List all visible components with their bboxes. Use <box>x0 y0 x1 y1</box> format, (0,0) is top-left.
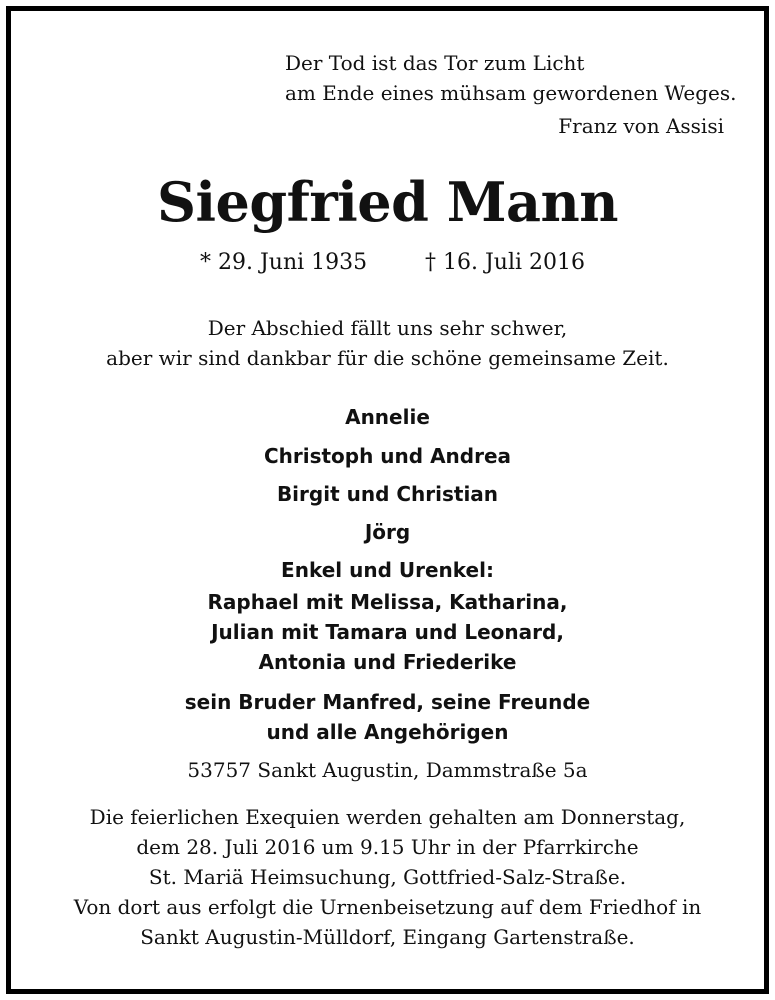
family-address: 53757 Sankt Augustin, Dammstraße 5a <box>187 758 588 782</box>
quote-line-2: am Ende eines mühsam gewordenen Weges. <box>285 81 737 105</box>
farewell-line-1: Der Abschied fällt uns sehr schwer, <box>207 316 568 340</box>
service-line-5: Sankt Augustin-Mülldorf, Eingang Gartenstraße. <box>140 925 635 949</box>
farewell-text <box>0 313 775 373</box>
mourners-list <box>0 397 775 747</box>
birth-date: * 29. Juni 1935 <box>200 250 368 275</box>
grandchildren-line-1: Raphael mit Melissa, Katharina, <box>207 590 568 614</box>
service-line-1: Die feierlichen Exequien werden gehalten am Donnerstag, <box>89 805 686 829</box>
mourner-joerg: Jörg <box>364 520 411 544</box>
service-line-2: dem 28. Juli 2016 um 9.15 Uhr in der Pfarrkirche <box>136 835 639 859</box>
quote <box>285 48 737 108</box>
farewell-line-2: aber wir sind dankbar für die schöne gemeinsame Zeit. <box>106 346 669 370</box>
others-line-1: sein Bruder Manfred, seine Freunde <box>184 690 591 714</box>
quote-line-1: Der Tod ist das Tor zum Licht <box>285 51 585 75</box>
mourner-annelie: Annelie <box>345 405 430 429</box>
grandchildren-line-3: Antonia und Friederike <box>258 650 517 674</box>
grandchildren-heading: Enkel und Urenkel: <box>281 558 494 582</box>
death-date: † 16. Juli 2016 <box>425 250 586 275</box>
grandchildren-line-2: Julian mit Tamara und Leonard, <box>211 620 564 644</box>
others-line-2: und alle Angehörigen <box>266 720 509 744</box>
mourner-christoph-andrea: Christoph und Andrea <box>263 444 512 468</box>
service-line-4: Von dort aus erfolgt die Urnenbeisetzung auf dem Friedhof in <box>73 895 702 919</box>
mourner-birgit-christian: Birgit und Christian <box>276 482 499 506</box>
deceased-name: Siegfried Mann <box>156 170 619 234</box>
service-line-3: St. Mariä Heimsuchung, Gottfried-Salz-Straße. <box>148 865 627 889</box>
quote-author: Franz von Assisi <box>558 114 724 138</box>
service-details <box>0 802 775 952</box>
